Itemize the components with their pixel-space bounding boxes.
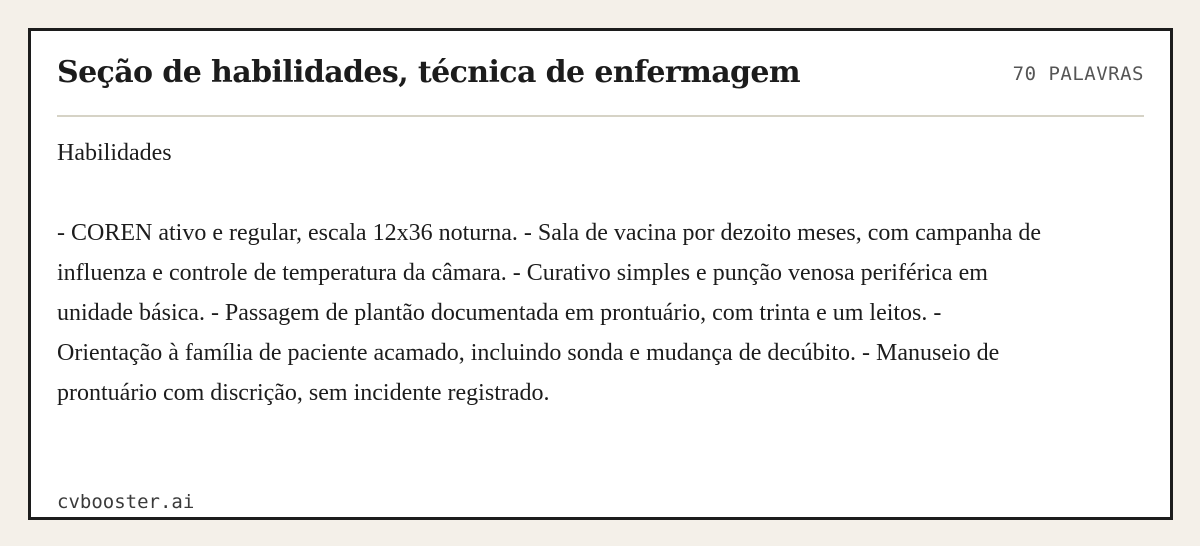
skills-card (28, 28, 1173, 520)
document-body (57, 133, 1047, 413)
card-title: Seção de habilidades, técnica de enfermagem (57, 55, 801, 90)
blank-line (57, 173, 1047, 213)
card-header (57, 53, 1144, 117)
brand-footer: cvbooster.ai (57, 491, 195, 513)
section-heading: Habilidades (57, 140, 172, 166)
section-content: - COREN ativo e regular, escala 12x36 noturna. - Sala de vacina por dezoito meses, com campanha de influenza e controle de temperatura da câmara. - Curativo simples e punção venosa periférica em unidade básica. - Passagem de plantão documentada em prontuário, com trinta e um leitos. - Orientação à família de paciente acamado, incluindo sonda e mudança de decúbito. - Manuseio de prontuário com discrição, sem incidente registrado. (57, 220, 1042, 406)
word-count-badge: 70 PALAVRAS (1012, 63, 1144, 85)
